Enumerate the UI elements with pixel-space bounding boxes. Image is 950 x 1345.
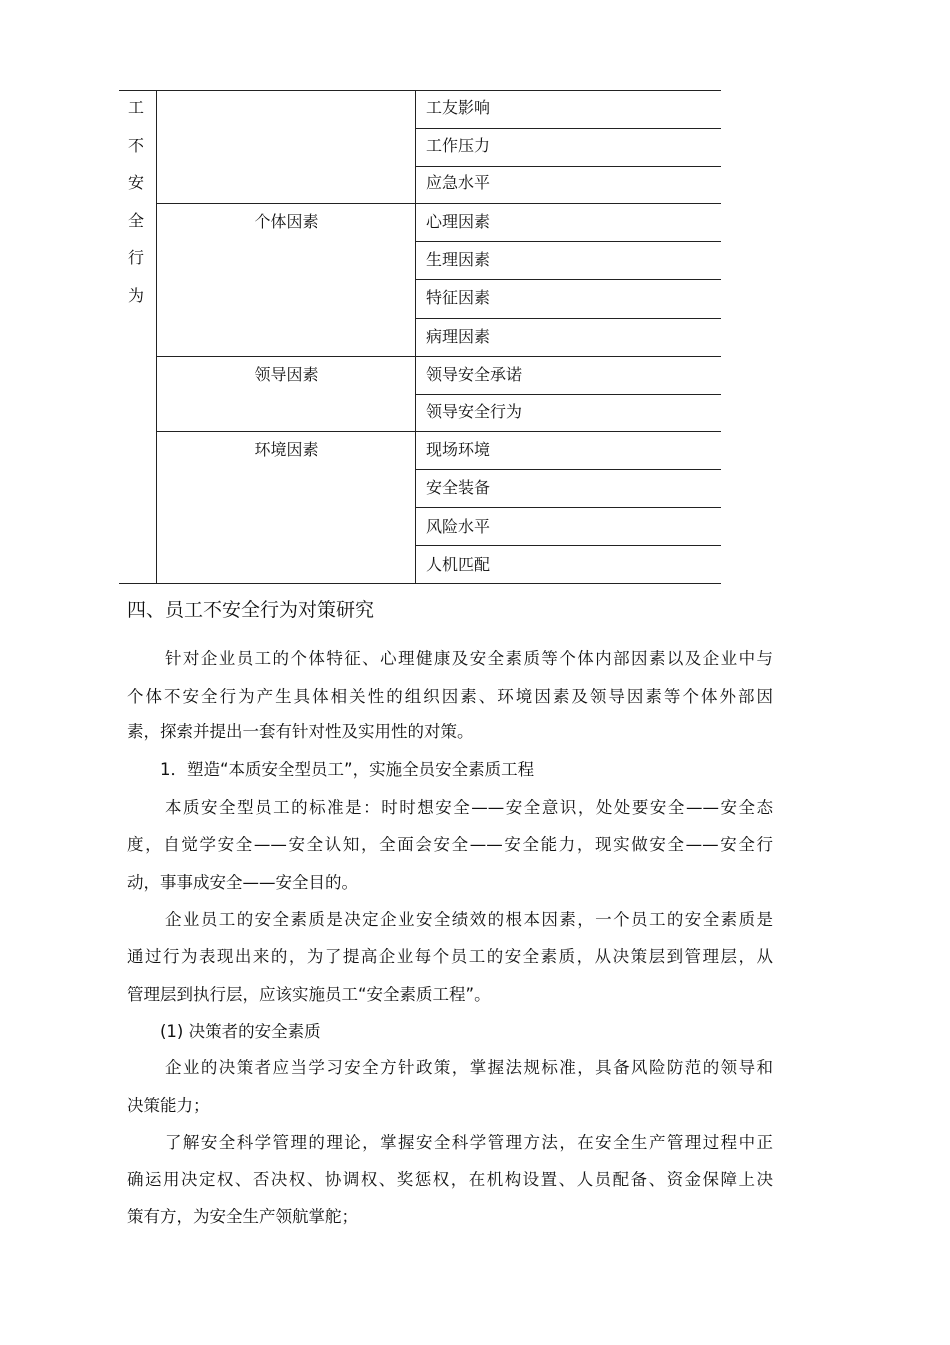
vertical-label-char: 全	[127, 211, 144, 230]
group-line	[156, 431, 721, 432]
row-line	[415, 545, 721, 546]
row-line	[415, 241, 721, 242]
table-item: 病理因素	[426, 327, 491, 346]
table-item: 风险水平	[426, 517, 491, 536]
table-item: 领导安全承诺	[426, 365, 523, 384]
vertical-label-char: 安	[127, 173, 144, 192]
table-item: 应急水平	[426, 173, 491, 192]
group-line	[156, 203, 721, 204]
standard-line: 动，事事成安全——安全目的。	[127, 873, 358, 892]
table-item: 现场环境	[426, 440, 491, 459]
group-line	[156, 356, 721, 357]
table-item: 生理因素	[426, 250, 491, 269]
section-heading: 四、员工不安全行为对策研究	[127, 599, 375, 621]
table-item: 心理因素	[426, 212, 491, 231]
row-line	[415, 128, 721, 129]
table-col-divider-2	[415, 90, 416, 584]
vertical-label-char: 为	[127, 286, 144, 305]
row-line	[415, 469, 721, 470]
row-line	[415, 507, 721, 508]
management-line: 了解安全科学管理的理论，掌握安全科学管理方法，在安全生产管理过程中正	[165, 1133, 773, 1152]
standard-line: 本质安全型员工的标准是：时时想安全——安全意识，处处要安全——安全态	[165, 798, 773, 817]
table-item: 安全装备	[426, 478, 491, 497]
factor-table	[119, 90, 721, 584]
table-bottom-border	[119, 583, 721, 584]
category-label: 领导因素	[254, 365, 319, 384]
management-line: 策有方，为安全生产领航掌舵；	[127, 1207, 358, 1226]
table-col-divider-1	[156, 90, 157, 584]
table-item: 领导安全行为	[426, 402, 523, 421]
category-label: 个体因素	[254, 212, 319, 231]
subheading-2: (1) 决策者的安全素质	[160, 1022, 321, 1041]
table-item: 人机匹配	[426, 555, 491, 574]
vertical-label-char: 工	[127, 98, 144, 117]
management-line: 确运用决定权、否决权、协调权、奖惩权，在机构设置、人员配备、资金保障上决	[127, 1170, 773, 1189]
quality-line: 通过行为表现出来的，为了提高企业每个员工的安全素质，从决策层到管理层，从	[127, 947, 773, 966]
table-item: 特征因素	[426, 288, 491, 307]
intro-line: 素，探索并提出一套有针对性及实用性的对策。	[127, 722, 474, 741]
subheading-1: 1．塑造“本质安全型员工”，实施全员安全素质工程	[160, 760, 535, 779]
intro-line: 个体不安全行为产生具体相关性的组织因素、环境因素及领导因素等个体外部因	[127, 687, 773, 706]
table-item: 工友影响	[426, 98, 491, 117]
quality-line: 管理层到执行层，应该实施员工“安全素质工程”。	[127, 985, 491, 1004]
row-line	[415, 166, 721, 167]
table-item: 工作压力	[426, 136, 491, 155]
vertical-label-char: 不	[127, 136, 144, 155]
quality-line: 企业员工的安全素质是决定企业安全绩效的根本因素，一个员工的安全素质是	[165, 910, 773, 929]
decision-line: 决策能力；	[127, 1096, 210, 1115]
category-label: 环境因素	[254, 440, 319, 459]
table-top-border	[119, 90, 721, 91]
standard-line: 度，自觉学安全——安全认知，全面会安全——安全能力，现实做安全——安全行	[127, 835, 773, 854]
row-line	[415, 394, 721, 395]
intro-line: 针对企业员工的个体特征、心理健康及安全素质等个体内部因素以及企业中与	[165, 649, 773, 668]
row-line	[415, 318, 721, 319]
row-line	[415, 279, 721, 280]
decision-line: 企业的决策者应当学习安全方针政策，掌握法规标准，具备风险防范的领导和	[165, 1058, 773, 1077]
vertical-label-char: 行	[127, 248, 144, 267]
